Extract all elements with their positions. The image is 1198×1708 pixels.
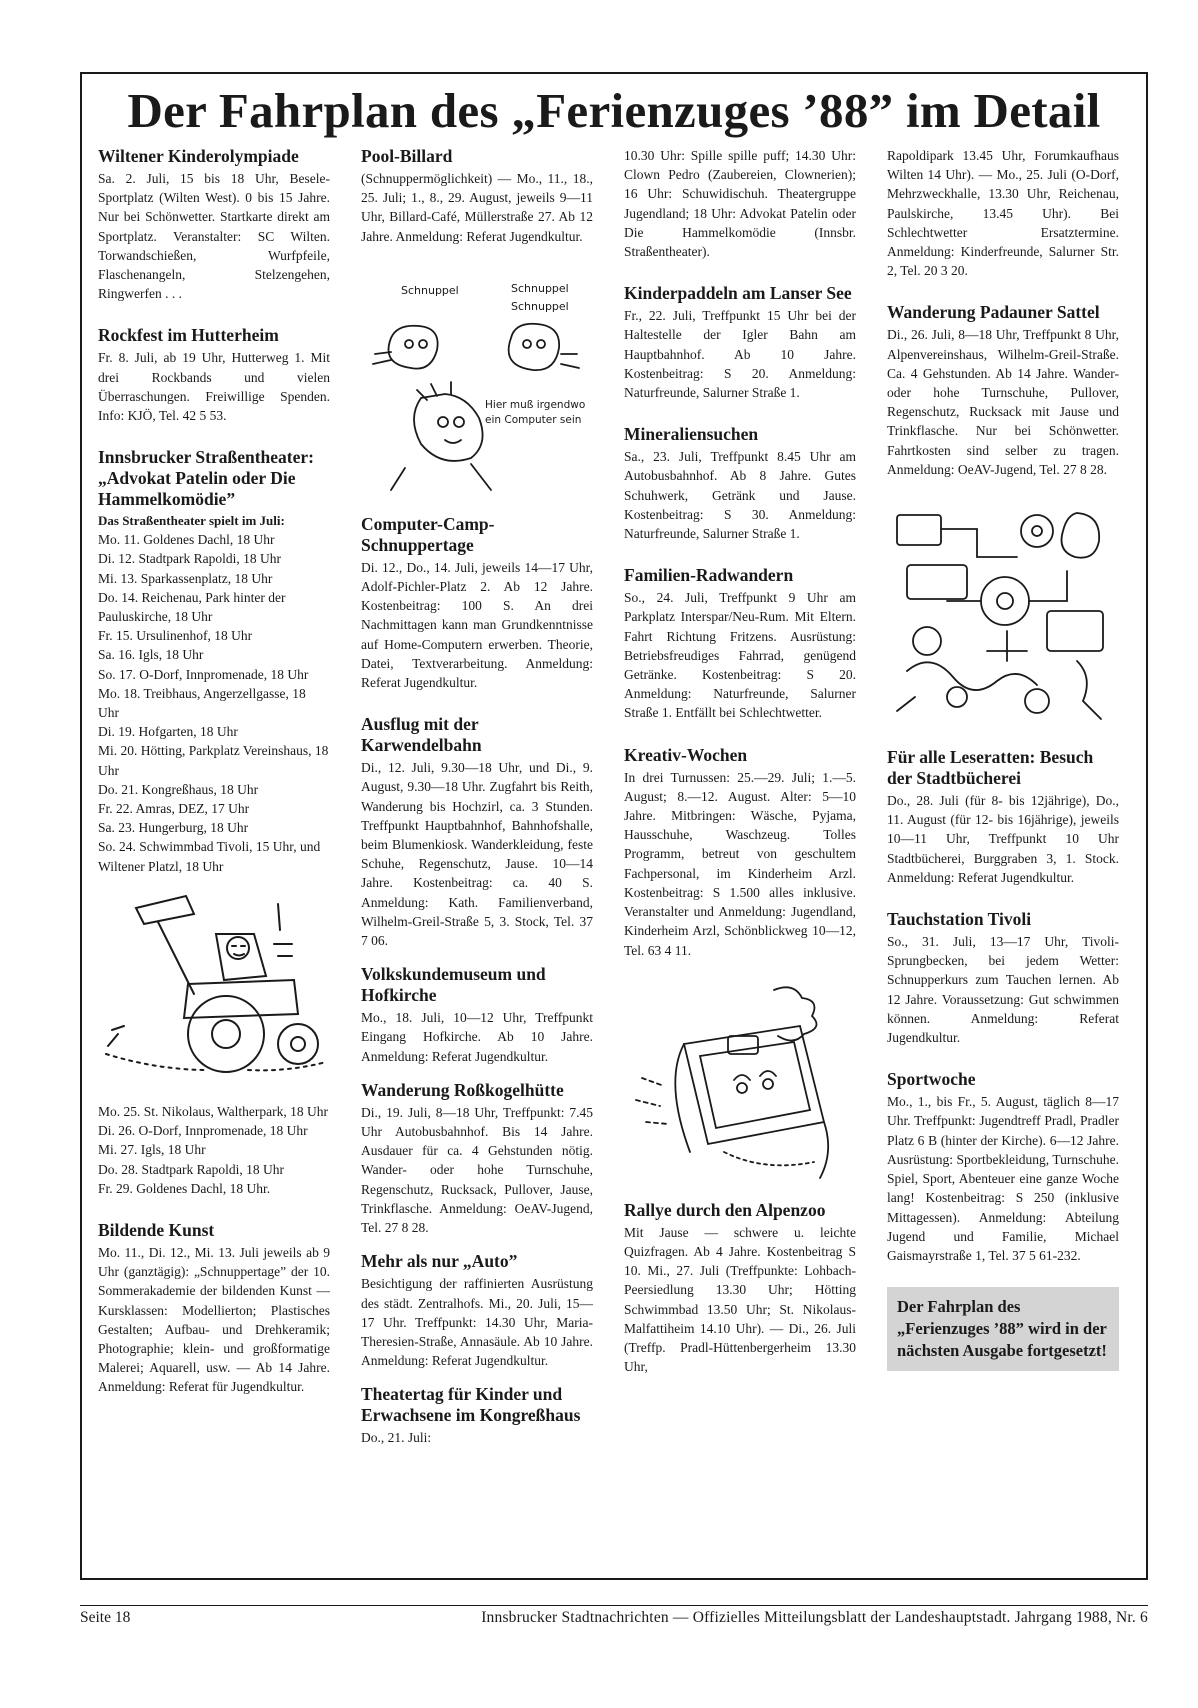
section-pool-billard	[361, 146, 593, 246]
cartoon-label-1: Schnuppel	[401, 283, 459, 297]
section-title: Kreativ-Wochen	[624, 744, 748, 765]
list-item: Do. 28. Stadtpark Rapoldi, 18 Uhr	[98, 1161, 284, 1177]
section-text: Di., 12. Juli, 9.30—18 Uhr, und Di., 9. August, 9.30—18 Uhr. Zugfahrt bis Reith, Wanderung bis Hochzirl, ca. 3 Stunden. Treffpunkt Hauptbahnhof, Bahnhofshalle, beim Blumenkiosk. Wanderkleidung, feste Schuhe, Regenschutz, Jause. 10—14 Jahre. Kostenbeitrag: ca. 40 S. Anmeldung: Kath. Familienverband, Wilhelm-Greil-Straße 5, 3. Stock, Tel. 37 7 06.	[361, 760, 593, 949]
schedule-list-continued	[98, 1102, 330, 1198]
section-alpenzoo-continued	[887, 146, 1119, 280]
section-title: Sportwoche	[887, 1069, 976, 1090]
list-item: So. 17. O-Dorf, Innpromenade, 18 Uhr	[98, 666, 309, 682]
column-2	[361, 146, 593, 1470]
list-item: So. 24. Schwimmbad Tivoli, 15 Uhr, und Wiltener Platzl, 18 Uhr	[98, 839, 321, 874]
list-item: Do. 14. Reichenau, Park hinter der Pauluskirche, 18 Uhr	[98, 589, 286, 625]
page-footer	[80, 1605, 1148, 1626]
section-title: Theatertag für Kinder und Erwachsene im Kongreßhaus	[361, 1384, 581, 1426]
section-stadtbuecherei	[887, 747, 1119, 887]
section-subtitle: Das Straßentheater spielt im Juli:	[98, 513, 285, 529]
section-text: Mo., 18. Juli, 10—12 Uhr, Treffpunkt Eingang Hofkirche. Ab 10 Jahre. Anmeldung: Referat Jugendkultur.	[361, 1010, 593, 1064]
section-kreativ-wochen	[624, 745, 856, 960]
section-mineraliensuchen	[624, 424, 856, 543]
section-text: 10.30 Uhr: Spille spille puff; 14.30 Uhr: Clown Pedro (Zaubereien, Clownerien); 16 Uhr: Schuwidischuh. Theatergruppe Jugendland; 18 Uhr: Advokat Patelin oder Die Hammelkomödie (Innsbr. Straßentheater).	[624, 148, 856, 260]
page-number: Seite 18	[80, 1609, 131, 1626]
section-title: Wiltener Kinderolympiade	[98, 146, 299, 166]
column-3	[624, 146, 856, 1398]
section-text: Rapoldipark 13.45 Uhr, Forumkaufhaus Wilten 14 Uhr). — Mo., 25. Juli (O-Dorf, Mehrzweckhalle, 13.30 Uhr, Reichenau, Paulskirche, 13.45 Uhr). Bei Schlechtwetter Ersatztermine. Anmeldung: Kinderfreunde, Salurner Str. 2, Tel. 20 3 20.	[887, 148, 1119, 279]
list-item: Sa. 16. Igls, 18 Uhr	[98, 647, 204, 663]
section-text: Fr., 22. Juli, Treffpunkt 15 Uhr bei der Haltestelle der Igler Bahn am Hauptbahnhof. Ab 10 Jahre. Kostenbeitrag: S 20. Anmeldung: Naturfreunde, Salurner Straße 1.	[624, 308, 856, 401]
article-frame	[80, 72, 1148, 1580]
cartoon-label-3: Schnuppel	[511, 299, 569, 313]
section-title: Ausflug mit der Karwendelbahn	[361, 714, 482, 756]
section-tauchstation	[887, 909, 1119, 1047]
section-text: So., 24. Juli, Treffpunkt 9 Uhr am Parkplatz Interspar/Neu-Rum. Mit Eltern. Fahrt Richtung Fritzens. Ausrüstung: Betriebsfreudiges Fahrrad, genügend Getränke. Kostenbeitrag: S 20. Anmeldung: Naturfreunde, Salurner Straße 1. Entfällt bei Schlechtwetter.	[624, 590, 856, 721]
column-1	[98, 146, 330, 1419]
column-4	[887, 146, 1119, 1371]
list-item: Mo. 11. Goldenes Dachl, 18 Uhr	[98, 532, 275, 548]
section-title: Tauchstation Tivoli	[887, 909, 1032, 930]
section-alpenzoo-rallye	[624, 1200, 856, 1377]
list-item: Mo. 25. St. Nikolaus, Waltherpark, 18 Uhr	[98, 1103, 329, 1119]
section-text: Fr. 8. Juli, ab 19 Uhr, Hutterweg 1. Mit drei Rockbands und vielen Überraschungen. Freiwillige Spenden. Info: KJÖ, Tel. 42 5 53.	[98, 350, 330, 424]
section-title: Mineraliensuchen	[624, 424, 759, 445]
section-volkskundemuseum	[361, 964, 593, 1066]
section-title: Rockfest im Hutterheim	[98, 325, 279, 346]
list-item: Sa. 23. Hungerburg, 18 Uhr	[98, 820, 249, 836]
section-sportwoche	[887, 1069, 1119, 1265]
list-item: Fr. 15. Ursulinenhof, 18 Uhr	[98, 628, 253, 644]
list-item: Mi. 27. Igls, 18 Uhr	[98, 1142, 206, 1158]
section-text: In drei Turnussen: 25.—29. Juli; 1.—5. August; 8.—12. August. Alter: 5—10 Jahre. Mitbringen: Wäsche, Pyjama, Hausschuhe, Waschzeug. Tolles Programm, betreut von geschultem Fachpersonal, im Kinderheim Arzl. Kostenbeitrag: S 1.500 alles inklusive. Veranstalter und Anmeldung: Jugendland, Kinderheim Arzl, Schönblickweg 10—12, Tel. 63 4 11.	[624, 769, 856, 958]
list-item: Do. 21. Kongreßhaus, 18 Uhr	[98, 781, 259, 797]
computer-cartoon-illustration	[361, 268, 593, 496]
section-bildende-kunst	[98, 1220, 330, 1397]
list-item: Mi. 20. Hötting, Parkplatz Vereinshaus, 18 Uhr	[98, 743, 329, 778]
section-theatertag	[361, 1384, 593, 1447]
page-headline: Der Fahrplan des „Ferienzuges ’88” im Detail	[127, 83, 1101, 138]
section-text: Do., 28. Juli (für 8- bis 12jährige), Do., 11. August (für 12- bis 16jährige), jeweils 10—11 Uhr, Treffpunkt 10 Uhr Stadtbücherei, Burggraben 3, 1. Stock. Anmeldung: Referat Jugendkultur.	[887, 793, 1119, 885]
section-text: Mo. 11., Di. 12., Mi. 13. Juli jeweils ab 9 Uhr (ganztägig): „Schnuppertage” der 10. Sommerakademie der bildenden Kunst — Kursklassen: Modellierton; Plastisches Gestalten; Aufbau- und Drehkeramik; Photographie; klein- und großformatige Malerei; Aquarell, usw. — Ab 14 Jahre. Anmeldung: Referat für Jugendkultur.	[98, 1244, 330, 1395]
train-illustration	[624, 982, 856, 1182]
cartoon-label-2: Schnuppel	[511, 281, 569, 295]
section-text: Mit Jause — schwere u. leichte Quizfragen. Ab 4 Jahre. Kostenbeitrag S 10. Mi., 27. Juli (Treffpunkte: Lohbach-Peersiedlung 13.30 Uhr; Hötting Schwimmbad 13.50 Uhr; St. Nikolaus-Malfattiheim 14.10 Uhr). — Di., 26. Juli (Treffp. Pradl-Hüttenbergerheim 13.30 Uhr,	[624, 1224, 856, 1375]
list-item: Fr. 22. Amras, DEZ, 17 Uhr	[98, 801, 250, 817]
section-text: Besichtigung der raffinierten Ausrüstung des städt. Zentralhofs. Mi., 20. Juli, 15—17 Uhr. Treffpunkt: 14.30 Uhr, Maria-Theresien-Straße, Annasäule. Ab 10 Jahre. Anmeldung: Referat Jugendkultur.	[361, 1276, 593, 1369]
masthead: Innsbrucker Stadtnachrichten — Offizielles Mitteilungsblatt der Landeshauptstadt. Jahrgang 1988, Nr. 6	[481, 1609, 1148, 1626]
section-title: Familien-Radwandern	[624, 565, 794, 586]
section-title: Wanderung Roßkogelhütte	[361, 1079, 564, 1100]
section-text: Mo., 1., bis Fr., 5. August, täglich 8—17 Uhr. Treffpunkt: Jugendtreff Pradl, Pradler Platz 6 B (hinter der Kirche). 6—12 Jahre. Ausrüstung: Sportbekleidung, Turnschuhe. Spiel, Sport, Abenteuer eine ganze Woche lang! Kostenbeitrag: S 250 (inklusive Mittagessen). Anmeldung: Abteilung Jugend und Familie, Michael Gaismayrstraße 1, Tel. 37 5 61-232.	[887, 1094, 1119, 1263]
section-kinderpaddeln	[624, 283, 856, 402]
section-computer-camp	[361, 514, 593, 692]
list-item: Mi. 13. Sparkassenplatz, 18 Uhr	[98, 570, 273, 586]
schedule-list	[98, 530, 330, 876]
section-text: So., 31. Juli, 13—17 Uhr, Tivoli-Sprungbecken, bei jedem Wetter: Schnupperkurs zum Tauchen lernen. Ab 12 Jahre. Voraussetzung: Gut schwimmen können. Anmeldung: Referat Jugendkultur.	[887, 934, 1119, 1046]
section-strassentheater	[98, 447, 330, 1198]
tractor-illustration	[98, 884, 330, 1084]
cartoon-speech: Hier muß irgendwo ein Computer sein	[485, 398, 586, 426]
section-title: Für alle Leseratten: Besuch der Stadtbücherei	[887, 747, 1094, 789]
section-title: Innsbrucker Straßentheater: „Advokat Patelin oder Die Hammelkomödie”	[98, 447, 314, 510]
section-karwendelbahn	[361, 714, 593, 950]
section-title: Mehr als nur „Auto”	[361, 1251, 518, 1272]
section-padauner-sattel	[887, 302, 1119, 479]
section-text: Di. 12., Do., 14. Juli, jeweils 14—17 Uhr, Adolf-Pichler-Platz 2. Ab 12 Jahre. Kostenbeitrag: 100 S. An drei Nachmittagen kann man Grundkenntnisse auf Home-Computern erwerben. Theorie, Datei, Textverarbeitung. Anmeldung: Referat Jugendkultur.	[361, 559, 593, 691]
list-item: Di. 26. O-Dorf, Innpromenade, 18 Uhr	[98, 1123, 308, 1139]
section-title: Volkskundemuseum und Hofkirche	[361, 964, 546, 1006]
machinery-illustration	[887, 501, 1119, 729]
continuation-notice: Der Fahrplan des „Ferienzuges ’88” wird in der nächsten Ausgabe fortgesetzt!	[887, 1287, 1119, 1371]
section-title: Pool-Billard	[361, 146, 453, 166]
section-text: Do., 21. Juli:	[361, 1430, 432, 1446]
section-mehr-als-auto	[361, 1251, 593, 1370]
section-title: Wanderung Padauner Sattel	[887, 302, 1100, 323]
section-text: Sa., 23. Juli, Treffpunkt 8.45 Uhr am Autobusbahnhof. Ab 8 Jahre. Gutes Schuhwerk, Getränk und Jause. Kostenbeitrag: S 30. Anmeldung: Naturfreunde, Salurner Straße 1.	[624, 449, 856, 542]
section-text: (Schnuppermöglichkeit) — Mo., 11., 18., 25. Juli; 1., 8., 29. August, jeweils 9—11 Uhr, Billard-Café, Müllerstraße 27. Ab 12 Jahre. Anmeldung: Referat Jugendkultur.	[361, 171, 593, 244]
list-item: Fr. 29. Goldenes Dachl, 18 Uhr.	[98, 1180, 271, 1196]
section-radwandern	[624, 565, 856, 722]
section-rockfest	[98, 325, 330, 425]
section-title: Bildende Kunst	[98, 1219, 215, 1240]
section-text: Di., 19. Juli, 8—18 Uhr, Treffpunkt: 7.45 Uhr Autobusbahnhof. Bis 14 Jahre. Ausdauer für ca. 4 Gehstunden nötig. Wander- oder hohe Turnschuhe, Regenschutz, Rucksack, Pullover, Jause, Trinkflasche. Anmeldung: OeAV-Jugend, Tel. 27 8 28.	[361, 1104, 593, 1236]
list-item: Di. 19. Hofgarten, 18 Uhr	[98, 724, 238, 740]
list-item: Di. 12. Stadtpark Rapoldi, 18 Uhr	[98, 551, 281, 567]
section-title: Rallye durch den Alpenzoo	[624, 1199, 826, 1220]
section-title: Computer-Camp-Schnuppertage	[361, 513, 495, 555]
section-title: Kinderpaddeln am Lanser See	[624, 283, 852, 304]
section-text: Sa. 2. Juli, 15 bis 18 Uhr, Besele-Sportplatz (Wilten West). 0 bis 15 Jahre. Nur bei Schönwetter. Startkarte direkt am Sportplatz. Veranstalter: SC Wilten. Torwandschießen, Wurfpfeile, Flaschenangeln, Stelzengehen, Ringwerfen . . .	[98, 171, 330, 302]
section-rosskogelhuette	[361, 1080, 593, 1237]
list-item: Mo. 18. Treibhaus, Angerzellgasse, 18 Uhr	[98, 685, 306, 721]
section-text: Di., 26. Juli, 8—18 Uhr, Treffpunkt 8 Uhr, Alpenvereinshaus, Wilhelm-Greil-Straße. Ca. 4 Gehstunden. Ab 14 Jahre. Wander- oder hohe Turnschuhe, Pullover, Regenschutz, Rucksack mit Jause und Trinkflasche. Nur bei Schönwetter. Fahrtkosten sind selber zu tragen. Anmeldung: OeAV-Jugend, Tel. 27 8 28.	[887, 327, 1119, 477]
section-theatertag-continued	[624, 146, 856, 261]
section-kinderolympiade	[98, 146, 330, 303]
